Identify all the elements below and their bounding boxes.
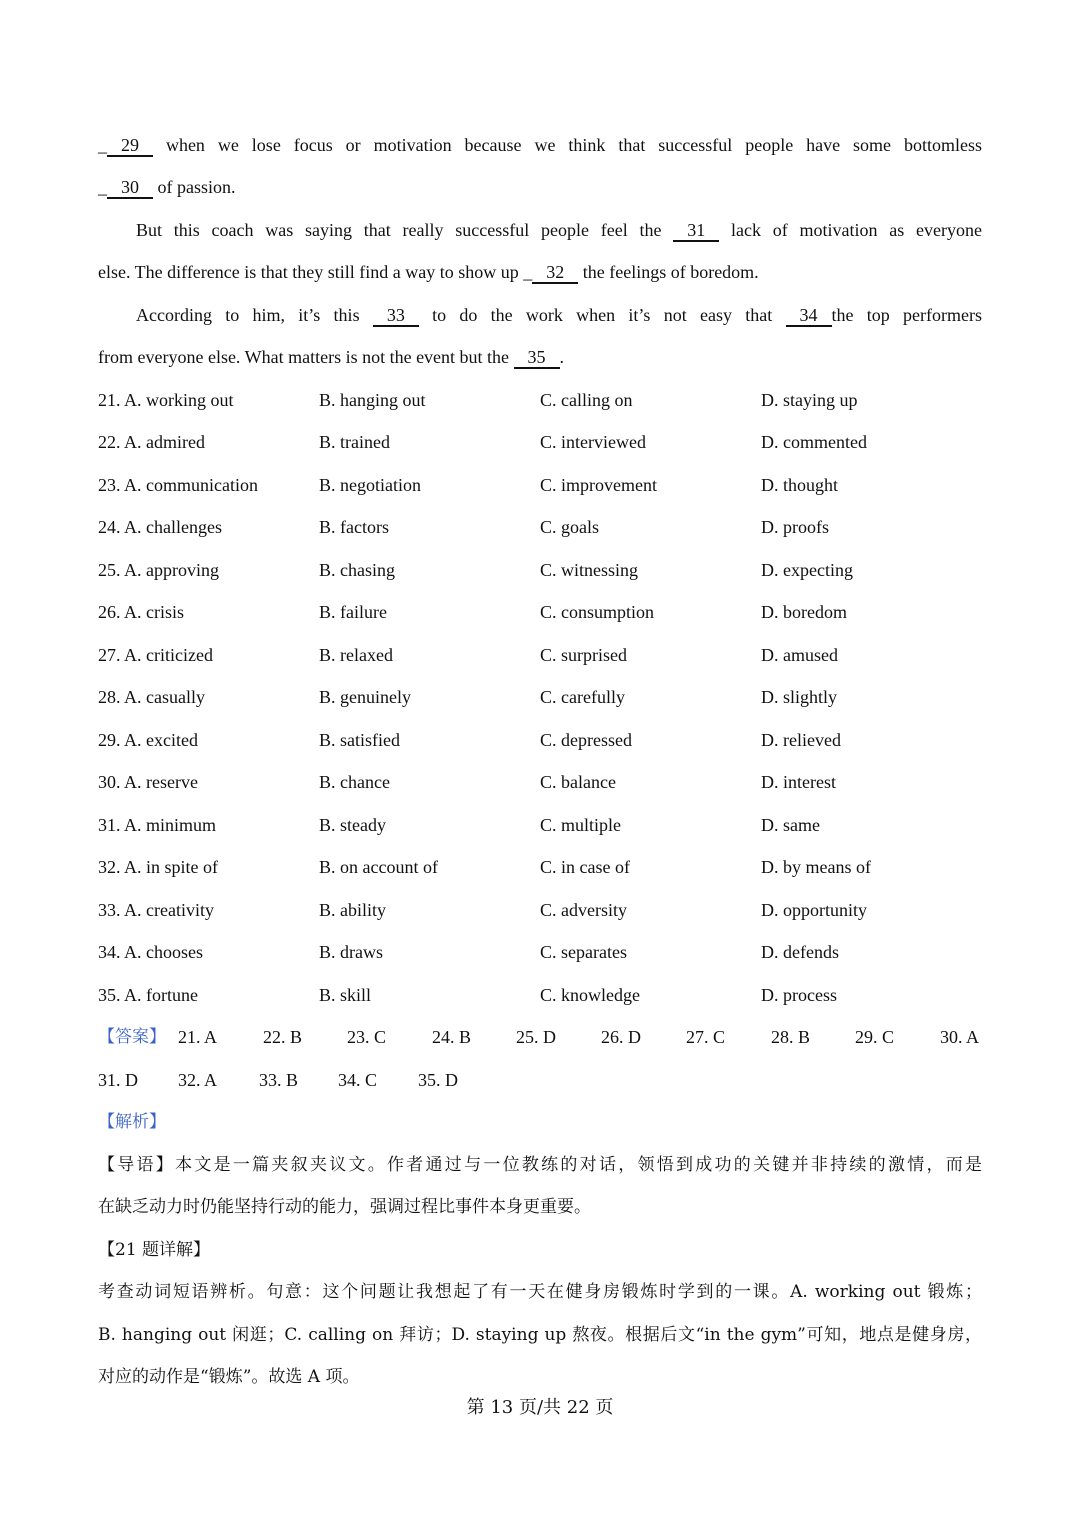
option-c: C. adversity (540, 900, 627, 920)
passage-line (98, 251, 982, 293)
option-a: 22. A. admired (98, 432, 205, 452)
answer-item: 33. B (259, 1070, 299, 1090)
passage-text: the feelings of boredom. (578, 262, 759, 282)
blank-32: 32 (532, 262, 578, 284)
option-b: B. skill (319, 985, 372, 1005)
option-b: B. relaxed (319, 645, 393, 665)
answer-item: 30. A (940, 1027, 980, 1047)
passage-text: from everyone else. What matters is not the event but the (98, 347, 514, 367)
option-c: C. carefully (540, 687, 625, 707)
option-row (98, 464, 982, 506)
option-b: B. factors (319, 517, 389, 537)
blank-30: 30 (107, 177, 153, 199)
answer-row (98, 1059, 982, 1101)
intro-line: 在缺乏动力时仍能坚持行动的能力，强调过程比事件本身更重要。 (98, 1197, 591, 1217)
option-a: 32. A. in spite of (98, 857, 219, 877)
blank-35: 35 (514, 347, 560, 369)
option-c: C. interviewed (540, 432, 646, 452)
option-d: D. expecting (761, 560, 853, 580)
option-c: C. balance (540, 772, 616, 792)
passage-line (98, 166, 982, 208)
answer-item: 22. B (263, 1027, 303, 1047)
option-d: D. boredom (761, 602, 847, 622)
answer-row (98, 1016, 982, 1058)
option-c: C. separates (540, 942, 627, 962)
option-row (98, 591, 982, 633)
answer-item: 31. D (98, 1070, 138, 1090)
option-row (98, 974, 982, 1016)
option-d: D. by means of (761, 857, 871, 877)
intro-text: 本文是一篇夹叙夹议文。作者通过与一位教练的对话，领悟到成功的关键并非持续的激情，而是 (175, 1155, 983, 1175)
passage-text: when we lose focus or motivation because we think that successful people have some bottomless (153, 135, 982, 155)
option-row (98, 549, 982, 591)
option-d: D. commented (761, 432, 867, 452)
option-row (98, 804, 982, 846)
option-b: B. genuinely (319, 687, 411, 707)
option-a: 29. A. excited (98, 730, 198, 750)
option-a: 31. A. minimum (98, 815, 217, 835)
option-row (98, 379, 982, 421)
option-row (98, 889, 982, 931)
intro-label: 【导语】 (98, 1155, 176, 1175)
answer-item: 21. A (178, 1027, 218, 1047)
answer-item: 24. B (432, 1027, 472, 1047)
option-b: B. draws (319, 942, 383, 962)
blank-33: 33 (373, 305, 419, 327)
option-a: 21. A. working out (98, 390, 234, 410)
option-row (98, 719, 982, 761)
option-d: D. slightly (761, 687, 838, 707)
option-d: D. proofs (761, 517, 829, 537)
option-a: 26. A. crisis (98, 602, 185, 622)
answer-label: 【答案】 (98, 1027, 166, 1047)
blank-31: 31 (673, 220, 719, 242)
option-b: B. chance (319, 772, 390, 792)
passage-line (98, 209, 982, 251)
intro-line (98, 1144, 982, 1186)
option-d: D. relieved (761, 730, 841, 750)
option-row (98, 931, 982, 973)
option-a: 33. A. creativity (98, 900, 214, 920)
q21-detail-line: 考查动词短语辨析。句意：这个问题让我想起了有一天在健身房锻炼时学到的一课。A. working out 锻炼； (98, 1282, 982, 1302)
option-d: D. defends (761, 942, 839, 962)
option-b: B. steady (319, 815, 386, 835)
answer-item: 25. D (516, 1027, 556, 1047)
option-a: 30. A. reserve (98, 772, 198, 792)
option-d: D. thought (761, 475, 839, 495)
answer-item: 26. D (601, 1027, 641, 1047)
blank-29: 29 (107, 135, 153, 157)
passage-text: . (559, 347, 565, 367)
option-c: C. consumption (540, 602, 655, 622)
option-a: 34. A. chooses (98, 942, 204, 962)
option-a: 35. A. fortune (98, 985, 198, 1005)
option-a: 24. A. challenges (98, 517, 222, 537)
answer-item: 32. A (178, 1070, 218, 1090)
option-b: B. negotiation (319, 475, 421, 495)
passage-text: lack of motivation as everyone (719, 220, 982, 240)
option-c: C. knowledge (540, 985, 640, 1005)
option-a: 23. A. communication (98, 475, 258, 495)
passage-text: else. The difference is that they still find a way to show up _ (98, 262, 533, 282)
passage-text: to do the work when it’s not easy that (418, 305, 786, 325)
option-row (98, 846, 982, 888)
q21-detail-line: B. hanging out 闲逛；C. calling on 拜访；D. staying up 熬夜。根据后文“in the gym”可知，地点是健身房， (98, 1325, 982, 1345)
analysis-label: 【解析】 (98, 1112, 166, 1132)
option-c: C. calling on (540, 390, 633, 410)
option-c: C. multiple (540, 815, 621, 835)
option-row (98, 421, 982, 463)
option-d: D. interest (761, 772, 836, 792)
passage-text: According to him, it’s this (136, 305, 373, 325)
option-c: C. surprised (540, 645, 627, 665)
answer-item: 35. D (418, 1070, 458, 1090)
option-d: D. same (761, 815, 820, 835)
option-b: B. trained (319, 432, 390, 452)
q21-label: 【21 题详解】 (98, 1240, 211, 1260)
option-c: C. in case of (540, 857, 630, 877)
option-b: B. failure (319, 602, 387, 622)
passage-text: of passion. (153, 177, 236, 197)
option-c: C. depressed (540, 730, 632, 750)
option-b: B. ability (319, 900, 386, 920)
option-a: 27. A. criticized (98, 645, 213, 665)
answer-item: 34. C (338, 1070, 378, 1090)
underscore: _ (98, 135, 107, 155)
option-c: C. improvement (540, 475, 657, 495)
passage-text: the top performers (831, 305, 982, 325)
q21-detail-line: 对应的动作是“锻炼”。故选 A 项。 (98, 1367, 360, 1387)
option-b: B. chasing (319, 560, 395, 580)
answer-item: 28. B (771, 1027, 811, 1047)
blank-34: 34 (786, 305, 832, 327)
underscore: _ (98, 177, 107, 197)
option-a: 25. A. approving (98, 560, 219, 580)
answer-item: 29. C (855, 1027, 895, 1047)
passage-line (98, 336, 982, 378)
option-c: C. goals (540, 517, 600, 537)
option-row (98, 676, 982, 718)
option-d: D. process (761, 985, 837, 1005)
option-d: D. staying up (761, 390, 858, 410)
passage-text: But this coach was saying that really successful people feel the (136, 220, 674, 240)
option-c: C. witnessing (540, 560, 639, 580)
page-footer: 第 13 页/共 22 页 (466, 1397, 614, 1418)
answer-item: 27. C (686, 1027, 726, 1047)
option-b: B. on account of (319, 857, 438, 877)
answer-item: 23. C (347, 1027, 387, 1047)
passage-line (98, 124, 982, 166)
option-b: B. hanging out (319, 390, 426, 410)
option-row (98, 761, 982, 803)
option-a: 28. A. casually (98, 687, 205, 707)
option-row (98, 634, 982, 676)
option-d: D. opportunity (761, 900, 867, 920)
passage-line (98, 294, 982, 336)
option-b: B. satisfied (319, 730, 400, 750)
option-row (98, 506, 982, 548)
option-d: D. amused (761, 645, 838, 665)
